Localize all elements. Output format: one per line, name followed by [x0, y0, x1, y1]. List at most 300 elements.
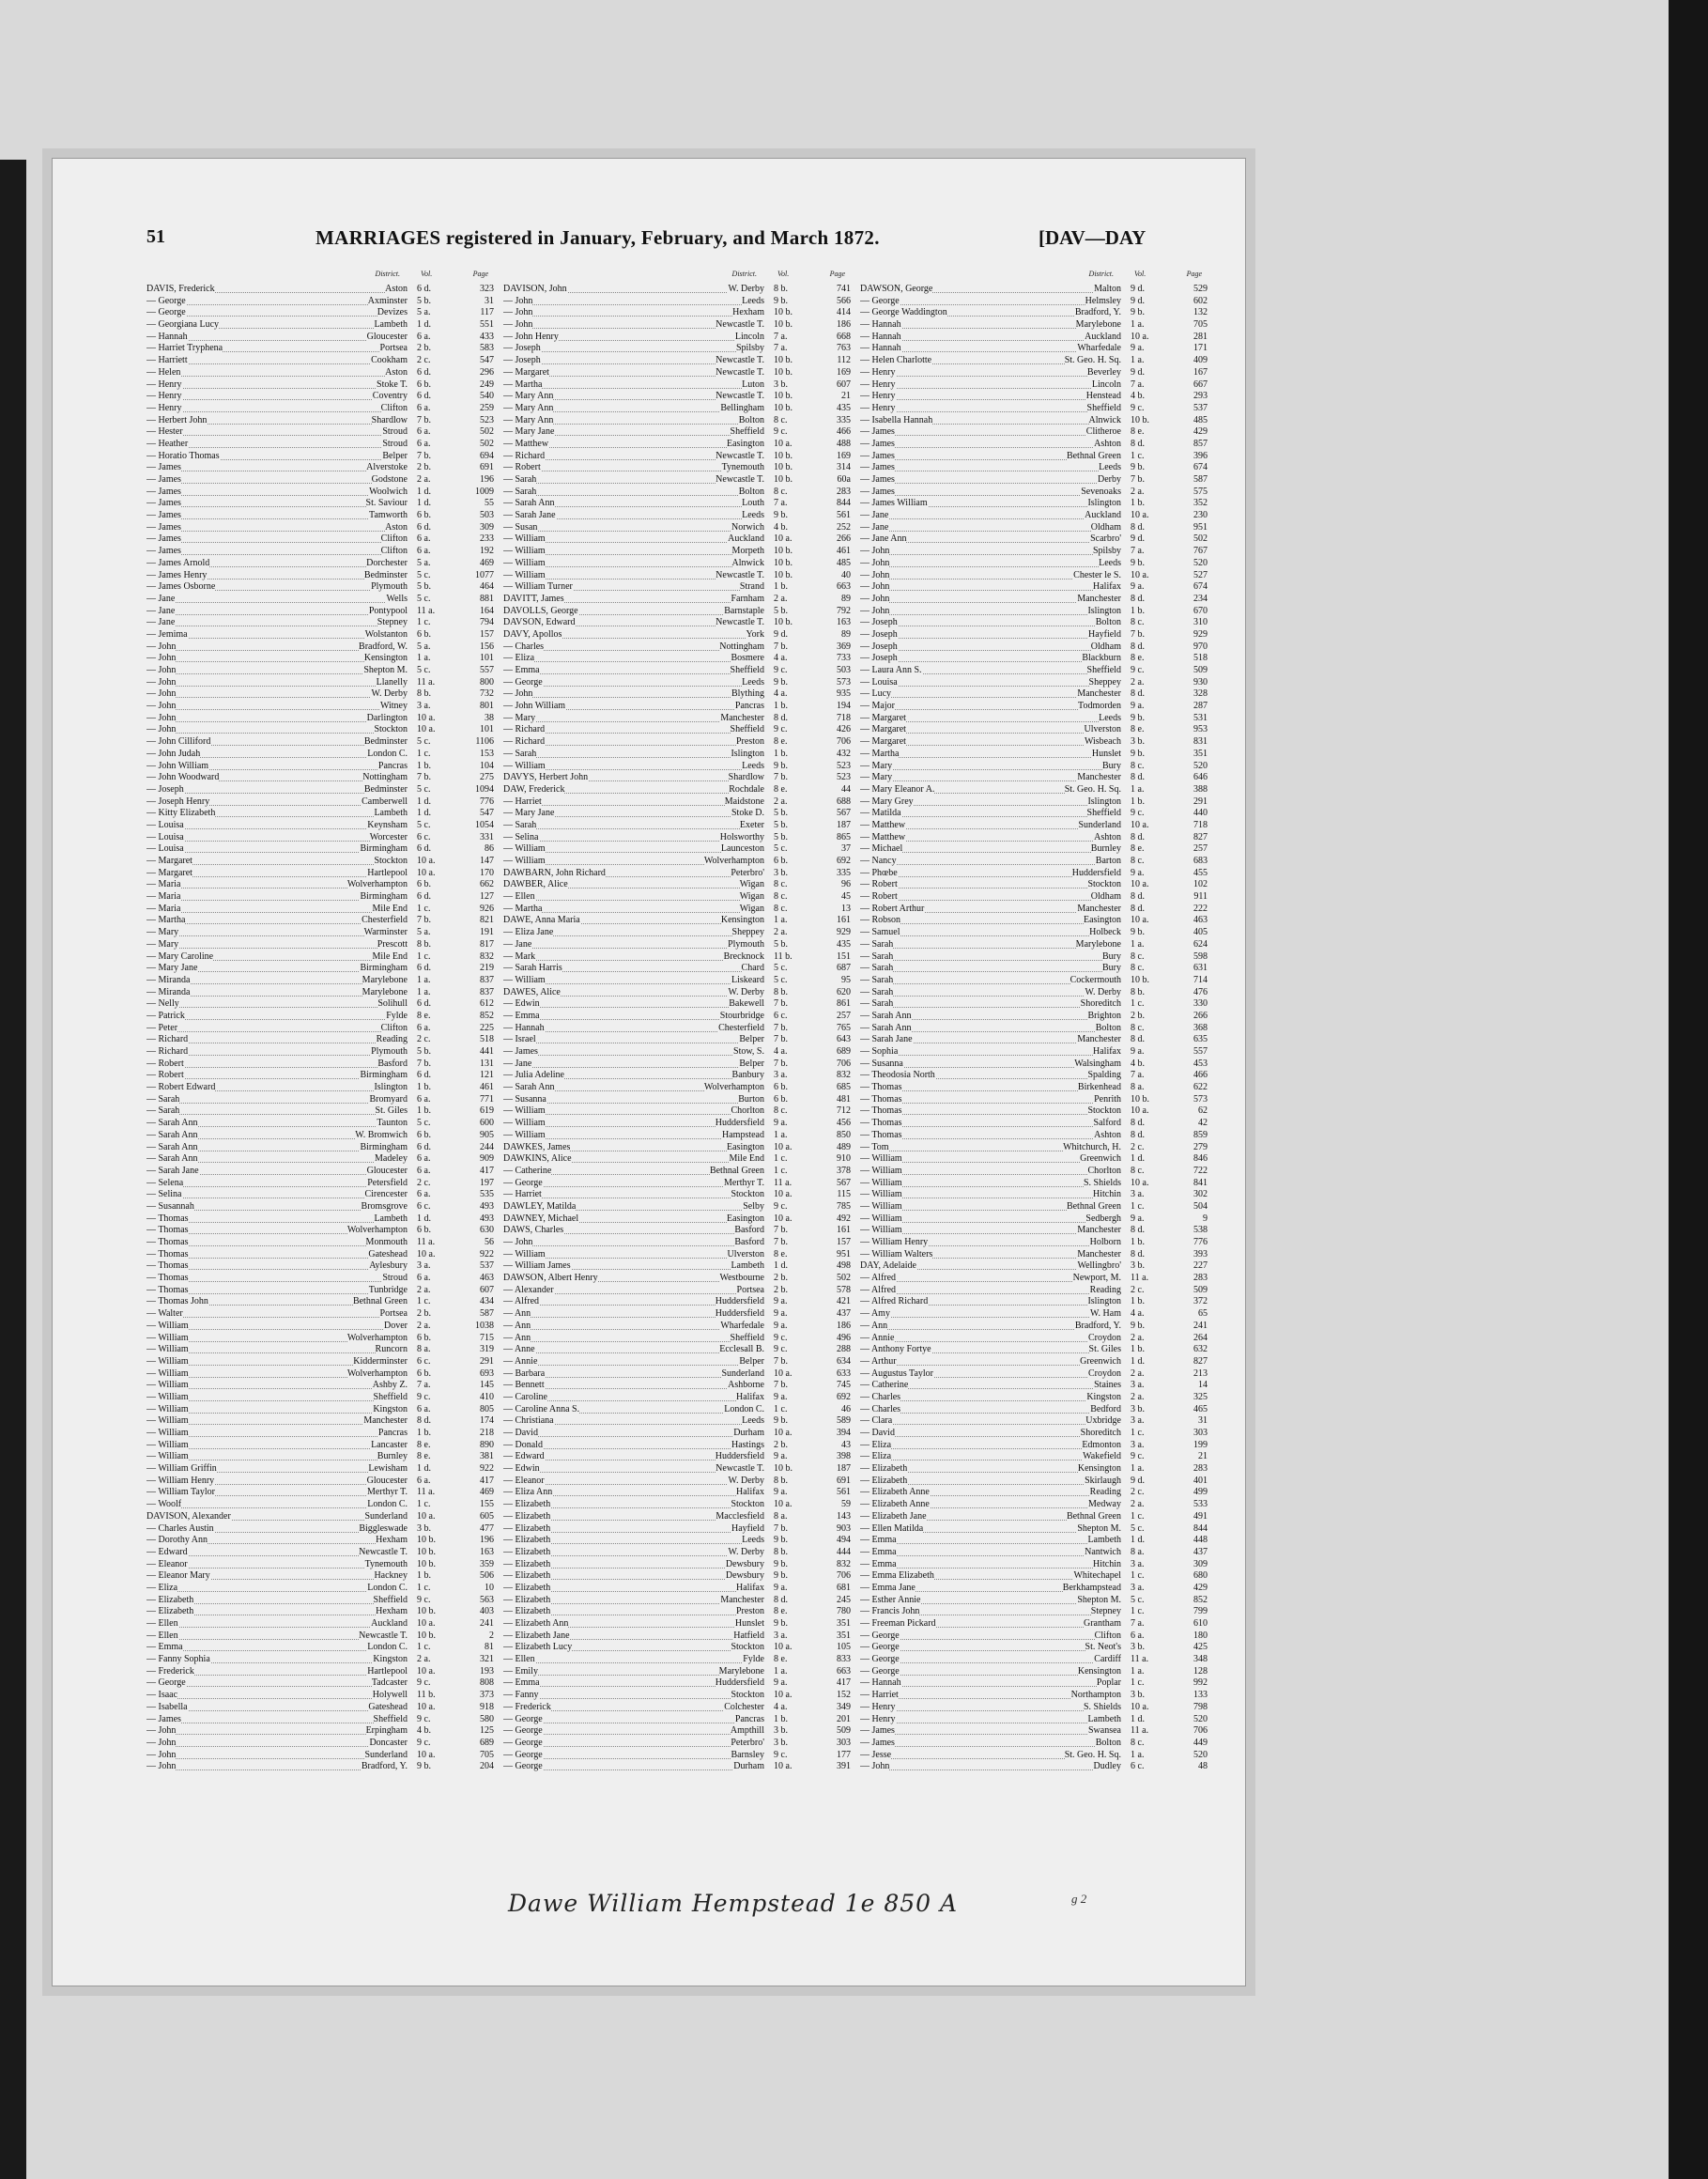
index-entry: [146, 761, 494, 773]
entry-volume: 10 a.: [774, 1499, 809, 1511]
entry-page: 279: [1193, 1141, 1208, 1152]
entry-name: — George: [860, 1665, 900, 1677]
entry-name: — Emma: [860, 1546, 897, 1557]
index-entry: [860, 1570, 1208, 1583]
entry-name: — John: [860, 605, 890, 616]
index-entry: [146, 1130, 494, 1142]
index-entry: [146, 426, 494, 439]
entry-district: Hitchin: [1093, 1189, 1121, 1200]
entry-name: DAVISON, Alexander: [146, 1510, 231, 1522]
entry-name: — Elizabeth: [503, 1510, 551, 1522]
entry-page: 45: [841, 891, 851, 903]
entry-volume: 9 b.: [774, 1415, 809, 1428]
index-entry: [503, 1333, 851, 1345]
entry-district: Hunslet: [1091, 748, 1121, 759]
entry-page: 547: [480, 355, 494, 366]
entry-page: 31: [1198, 1415, 1208, 1427]
entry-page: 663: [837, 581, 851, 593]
entry-volume: 9 b.: [774, 1535, 809, 1547]
entry-name: — Joseph: [146, 783, 184, 795]
index-entry: [503, 1249, 851, 1261]
entry-volume: 9 b.: [774, 510, 809, 522]
entry-page: 846: [1193, 1153, 1208, 1165]
index-entry: [860, 641, 1208, 654]
entry-name: — John: [146, 1737, 177, 1748]
entry-name: — William Griffin: [146, 1463, 217, 1475]
entry-district: Louth: [742, 498, 764, 509]
entry-district: Shepton M.: [363, 665, 408, 675]
entry-volume: 5 b.: [417, 581, 453, 594]
entry-district: Staines: [1094, 1380, 1121, 1391]
entry-volume: 1 b.: [1131, 1296, 1166, 1308]
entry-name: — William: [503, 974, 546, 985]
entry-name: — James: [860, 462, 895, 473]
index-entry: [503, 403, 851, 415]
entry-volume: 1 c.: [1131, 1201, 1166, 1213]
index-entry: [503, 1415, 851, 1428]
index-entry: [860, 713, 1208, 725]
index-entry: [860, 1034, 1208, 1046]
entry-district: Islington: [731, 748, 764, 759]
entry-volume: 9 a.: [774, 1321, 809, 1333]
index-entry: [146, 1630, 494, 1643]
entry-name: — Francis John: [860, 1606, 920, 1617]
entry-page: 348: [1193, 1654, 1208, 1665]
entry-district: Chesterfield: [718, 1022, 764, 1033]
entry-volume: 1 c.: [417, 1499, 453, 1511]
index-column-2: [503, 270, 851, 1773]
entry-volume: 9 d.: [1131, 296, 1166, 308]
entry-page: 674: [1193, 581, 1208, 593]
entry-name: — Robert: [503, 462, 541, 473]
entry-district: Todmorden: [1078, 701, 1121, 712]
entry-district: Chester le S.: [1073, 569, 1121, 580]
entry-page: 561: [837, 510, 851, 521]
entry-volume: 8 c.: [774, 415, 809, 427]
entry-name: — Sarah Ann: [860, 1010, 912, 1021]
entry-name: — Augustus Taylor: [860, 1368, 934, 1379]
entry-name: — Selena: [146, 1177, 184, 1188]
entry-district: Kensington: [363, 653, 408, 664]
entry-district: Bedminster: [363, 736, 408, 748]
entry-district: Ashton: [1094, 438, 1121, 449]
entry-district: Newcastle T.: [716, 366, 764, 378]
entry-volume: 9 a.: [774, 1487, 809, 1499]
entry-volume: 7 b.: [774, 1034, 809, 1046]
index-entry: [860, 677, 1208, 689]
entry-volume: 5 c.: [774, 975, 809, 987]
entry-volume: 8 e.: [1131, 843, 1166, 856]
entry-district: St. Geo. H. Sq.: [1064, 783, 1121, 795]
entry-district: Bethnal Green: [1066, 450, 1121, 461]
entry-name: — James: [146, 498, 181, 509]
entry-district: Bakewell: [729, 998, 764, 1010]
entry-volume: 5 c.: [1131, 1595, 1166, 1607]
entry-district: Wolverhampton: [346, 1368, 408, 1379]
entry-page: 21: [1198, 1451, 1208, 1462]
entry-district: Belper: [382, 450, 408, 461]
entry-name: — Elizabeth Anne: [860, 1487, 930, 1498]
entry-district: Marylebone: [718, 1665, 764, 1677]
entry-page: 388: [1193, 783, 1208, 795]
index-entry: [503, 1750, 851, 1762]
entry-page: 163: [837, 617, 851, 628]
entry-page: 509: [837, 1725, 851, 1737]
index-entry: [503, 641, 851, 654]
entry-name: — Joseph: [503, 355, 541, 366]
entry-volume: 2 c.: [1131, 1142, 1166, 1154]
entry-district: Birmingham: [360, 963, 408, 974]
entry-name: — George: [860, 1642, 900, 1653]
entry-name: — Richard: [503, 450, 546, 461]
entry-name: — Georgiana Lucy: [146, 319, 220, 331]
entry-volume: 8 e.: [774, 736, 809, 749]
index-entry: [503, 713, 851, 725]
entry-volume: 3 a.: [1131, 1559, 1166, 1571]
entry-district: Preston: [736, 1606, 764, 1617]
entry-page: 504: [1193, 1200, 1208, 1212]
entry-volume: 9 a.: [774, 1308, 809, 1321]
entry-volume: 7 b.: [417, 415, 453, 427]
entry-name: — Thomas: [860, 1093, 902, 1105]
entry-page: 785: [837, 1200, 851, 1212]
entry-volume: 10 a.: [774, 1189, 809, 1201]
entry-page: 222: [1193, 903, 1208, 914]
surname-range: [DAV—DAY: [1039, 226, 1146, 249]
entry-district: Halifax: [736, 1487, 764, 1498]
entry-district: Gloucester: [366, 1475, 408, 1486]
entry-name: — Alexander: [503, 1284, 554, 1295]
entry-district: Burnley: [1090, 843, 1121, 855]
entry-page: 310: [1193, 617, 1208, 628]
entry-district: Brighton: [1087, 1010, 1121, 1021]
entry-name: — Caroline: [503, 1391, 547, 1402]
entry-volume: 5 c.: [417, 665, 453, 677]
entry-volume: 6 a.: [417, 1094, 453, 1106]
entry-name: DAWBARN, John Richard: [503, 867, 606, 878]
entry-page: 204: [480, 1761, 494, 1772]
entry-district: Merthyr T.: [724, 1177, 764, 1188]
entry-page: 852: [1193, 1594, 1208, 1605]
entry-name: — Hannah: [503, 1022, 545, 1033]
index-entry: [503, 904, 851, 916]
entry-volume: 2 b.: [774, 1285, 809, 1297]
entry-name: — Christiana: [503, 1415, 554, 1427]
entry-page: 164: [480, 605, 494, 616]
entry-page: 288: [837, 1344, 851, 1355]
entry-district: Lewisham: [368, 1463, 408, 1475]
index-entry: [146, 1606, 494, 1618]
index-entry: [503, 558, 851, 570]
entry-name: — John Woodward: [146, 772, 220, 783]
page-title: MARRIAGES registered in January, February, and March 1872.: [315, 226, 880, 249]
entry-district: Bolton: [1095, 617, 1121, 628]
entry-volume: 6 b.: [774, 1082, 809, 1094]
index-entry: [860, 391, 1208, 403]
entry-district: Easington: [727, 438, 764, 449]
index-entry: [503, 355, 851, 367]
entry-page: 970: [1193, 641, 1208, 652]
index-entry: [146, 1034, 494, 1046]
column-label-vol: Vol.: [1134, 270, 1146, 278]
entry-name: — Horatio Thomas: [146, 450, 220, 461]
entry-page: 798: [1193, 1701, 1208, 1712]
entry-name: — Sarah: [860, 974, 894, 985]
index-entry: [503, 1487, 851, 1499]
entry-page: 102: [1193, 879, 1208, 890]
entry-volume: 3 a.: [1131, 1415, 1166, 1428]
entry-district: Stepney: [377, 617, 408, 628]
entry-name: — Elizabeth: [503, 1606, 551, 1617]
entry-volume: 9 a.: [774, 1451, 809, 1463]
index-entry: [503, 736, 851, 749]
index-entry: [503, 1023, 851, 1035]
entry-page: 368: [1193, 1022, 1208, 1033]
entry-page: 518: [1193, 653, 1208, 664]
entry-volume: 10 b.: [774, 451, 809, 463]
entry-page: 792: [837, 605, 851, 616]
entry-volume: 1 c.: [417, 1583, 453, 1595]
entry-volume: 8 b.: [774, 284, 809, 296]
entry-name: — Mary Jane: [503, 808, 555, 819]
index-entry: [860, 939, 1208, 951]
entry-page: 393: [1193, 1248, 1208, 1259]
entry-volume: 10 b.: [417, 1606, 453, 1618]
entry-volume: 8 e.: [1131, 426, 1166, 439]
entry-district: Bethnal Green: [1066, 1510, 1121, 1522]
entry-page: 96: [841, 879, 851, 890]
entry-district: Halifax: [736, 1391, 764, 1402]
entry-page: 394: [837, 1428, 851, 1438]
index-entry: [146, 1011, 494, 1023]
entry-name: — Joseph: [860, 628, 898, 640]
entry-volume: 3 b.: [774, 868, 809, 880]
index-entry: [146, 1750, 494, 1762]
entry-district: Gateshead: [368, 1248, 408, 1259]
index-entry: [146, 319, 494, 332]
index-entry: [860, 296, 1208, 308]
entry-page: 417: [480, 1475, 494, 1486]
entry-page: 125: [480, 1725, 494, 1737]
entry-district: Ulverston: [727, 1248, 764, 1259]
entry-page: 662: [480, 879, 494, 890]
entry-page: 630: [480, 1225, 494, 1236]
entry-district: Aylesbury: [369, 1260, 408, 1272]
entry-volume: 1 c.: [417, 1296, 453, 1308]
entry-name: — Maria: [146, 891, 181, 903]
entry-page: 440: [1193, 808, 1208, 819]
index-entry: [146, 1523, 494, 1536]
entry-page: 620: [837, 986, 851, 997]
entry-page: 196: [480, 474, 494, 485]
index-entry: [503, 1189, 851, 1201]
entry-page: 466: [1193, 1070, 1208, 1081]
entry-name: — James: [146, 521, 181, 533]
handwritten-annotation: Dawe William Hempstead 1e 850 A: [508, 1890, 959, 1917]
index-entry: [860, 653, 1208, 665]
index-entry: [146, 665, 494, 677]
index-entry: [146, 1690, 494, 1702]
entry-name: — John: [503, 319, 533, 331]
index-entry: [503, 1606, 851, 1618]
entry-name: — Mary: [503, 712, 536, 723]
entry-name: — Sarah Ann: [146, 1129, 198, 1140]
index-entry: [503, 808, 851, 820]
index-entry: [146, 379, 494, 392]
entry-page: 503: [480, 510, 494, 521]
entry-page: 533: [1193, 1499, 1208, 1510]
entry-district: Leeds: [742, 295, 764, 306]
entry-name: — Maria: [146, 903, 181, 914]
index-entry: [146, 1428, 494, 1440]
entry-name: — William: [503, 533, 546, 545]
index-entry: [503, 915, 851, 927]
entry-page: 799: [1193, 1606, 1208, 1617]
entry-name: — Henry: [860, 402, 896, 413]
entry-district: Chard: [741, 963, 764, 974]
entry-name: — Alfred: [860, 1284, 897, 1295]
entry-name: — Henry: [146, 391, 182, 402]
index-entry: [860, 570, 1208, 582]
entry-volume: 3 a.: [1131, 1583, 1166, 1595]
entry-volume: 1 b.: [774, 1714, 809, 1726]
entry-page: 351: [837, 1630, 851, 1641]
index-entry: [860, 1321, 1208, 1333]
entry-name: — William: [146, 1428, 189, 1438]
entry-name: — James: [146, 486, 181, 497]
entry-name: — James: [860, 1725, 895, 1737]
entry-name: — William Walters: [860, 1248, 933, 1259]
entry-district: Oldham: [1090, 891, 1121, 903]
entry-district: Ashton: [1094, 831, 1121, 842]
index-entry: [503, 761, 851, 773]
entry-volume: 9 b.: [774, 296, 809, 308]
entry-volume: 6 a.: [417, 1023, 453, 1035]
entry-page: 167: [1193, 366, 1208, 378]
entry-volume: 10 b.: [774, 403, 809, 415]
entry-district: Fylde: [743, 1654, 764, 1665]
entry-district: Bolton: [1095, 1022, 1121, 1033]
entry-volume: 1 c.: [1131, 1511, 1166, 1523]
entry-page: 705: [1193, 319, 1208, 331]
entry-name: — Thomas: [146, 1225, 189, 1236]
entry-page: 314: [837, 462, 851, 473]
index-entry: [146, 963, 494, 975]
entry-district: Lambeth: [374, 1213, 408, 1224]
entry-page: 861: [837, 998, 851, 1010]
entry-district: Shoreditch: [1080, 998, 1121, 1010]
entry-district: Huddersfield: [715, 1296, 764, 1307]
entry-volume: 1 a.: [1131, 1463, 1166, 1476]
entry-district: Marylebone: [362, 974, 408, 985]
entry-name: — Emma: [503, 665, 540, 675]
entry-district: Barnsley: [731, 1749, 764, 1760]
entry-volume: 1 c.: [417, 617, 453, 629]
entry-name: — Catherine: [503, 1165, 552, 1176]
index-entry: [146, 498, 494, 510]
entry-page: 691: [837, 1475, 851, 1486]
entry-name: — Robert Edward: [146, 1082, 216, 1093]
index-entry: [146, 1547, 494, 1559]
index-entry: [146, 915, 494, 927]
index-entry: [503, 1130, 851, 1142]
entry-name: — Hannah: [146, 331, 188, 342]
entry-name: — Patrick: [146, 1010, 185, 1021]
entry-page: 10: [485, 1582, 494, 1593]
entry-district: Shoreditch: [1080, 1428, 1121, 1438]
entry-volume: 9 c.: [1131, 808, 1166, 820]
entry-name: — Mary Jane: [146, 963, 198, 974]
entry-volume: 9 c.: [774, 426, 809, 439]
index-entry: [146, 415, 494, 427]
index-entry: [146, 1059, 494, 1071]
entry-volume: 1 c.: [774, 1166, 809, 1178]
entry-district: Wharfedale: [1077, 343, 1121, 354]
entry-name: DAVISON, John: [503, 284, 567, 294]
entry-district: Taunton: [377, 1118, 408, 1129]
entry-page: 161: [837, 915, 851, 926]
entry-name: — Elizabeth: [503, 1582, 551, 1593]
entry-district: Clifton: [380, 533, 408, 545]
entry-page: 196: [480, 1535, 494, 1546]
index-entry: [146, 1082, 494, 1094]
entry-volume: 9 a.: [1131, 581, 1166, 594]
index-entry: [146, 533, 494, 546]
entry-page: 9: [1203, 1213, 1208, 1224]
entry-name: — Edwin: [503, 998, 540, 1010]
entry-volume: 8 a.: [417, 1344, 453, 1356]
entry-name: — Charles: [860, 1403, 901, 1414]
entry-district: Manchester: [1077, 1225, 1121, 1236]
index-entry: [503, 1583, 851, 1595]
index-entry: [503, 1011, 851, 1023]
entry-volume: 1 a.: [417, 653, 453, 665]
entry-volume: 1 b.: [1131, 1344, 1166, 1356]
index-entry: [146, 1296, 494, 1308]
entry-name: — George: [503, 1713, 543, 1724]
entry-volume: 11 a.: [1131, 1273, 1166, 1285]
entry-volume: 7 b.: [774, 1225, 809, 1237]
entry-volume: 8 c.: [1131, 1738, 1166, 1750]
index-entry: [503, 820, 851, 832]
entry-district: Burton: [738, 1093, 764, 1105]
entry-name: — Mary: [860, 760, 893, 771]
entry-page: 153: [480, 748, 494, 759]
index-entry: [860, 1535, 1208, 1547]
entry-district: Barton: [1095, 856, 1121, 866]
index-entry: [503, 1059, 851, 1071]
entry-district: Clifton: [1094, 1630, 1121, 1641]
index-entry: [146, 868, 494, 880]
entry-name: — Elizabeth: [503, 1499, 551, 1510]
entry-name: — Theodosia North: [860, 1070, 935, 1081]
entry-volume: 9 b.: [774, 677, 809, 689]
entry-page: 580: [480, 1713, 494, 1724]
entry-name: — John: [860, 569, 890, 580]
entry-district: Gateshead: [368, 1701, 408, 1712]
entry-volume: 9 c.: [774, 665, 809, 677]
entry-name: — George: [860, 1654, 900, 1665]
entry-name: — William Taylor: [146, 1487, 215, 1498]
entry-page: 43: [841, 1439, 851, 1450]
entry-page: 685: [837, 1082, 851, 1093]
entry-page: 335: [837, 414, 851, 425]
index-entry: [503, 963, 851, 975]
entry-district: Marylebone: [362, 986, 408, 997]
index-entry: [503, 570, 851, 582]
entry-name: — John: [503, 688, 533, 700]
entry-name: — Charles: [503, 641, 545, 652]
